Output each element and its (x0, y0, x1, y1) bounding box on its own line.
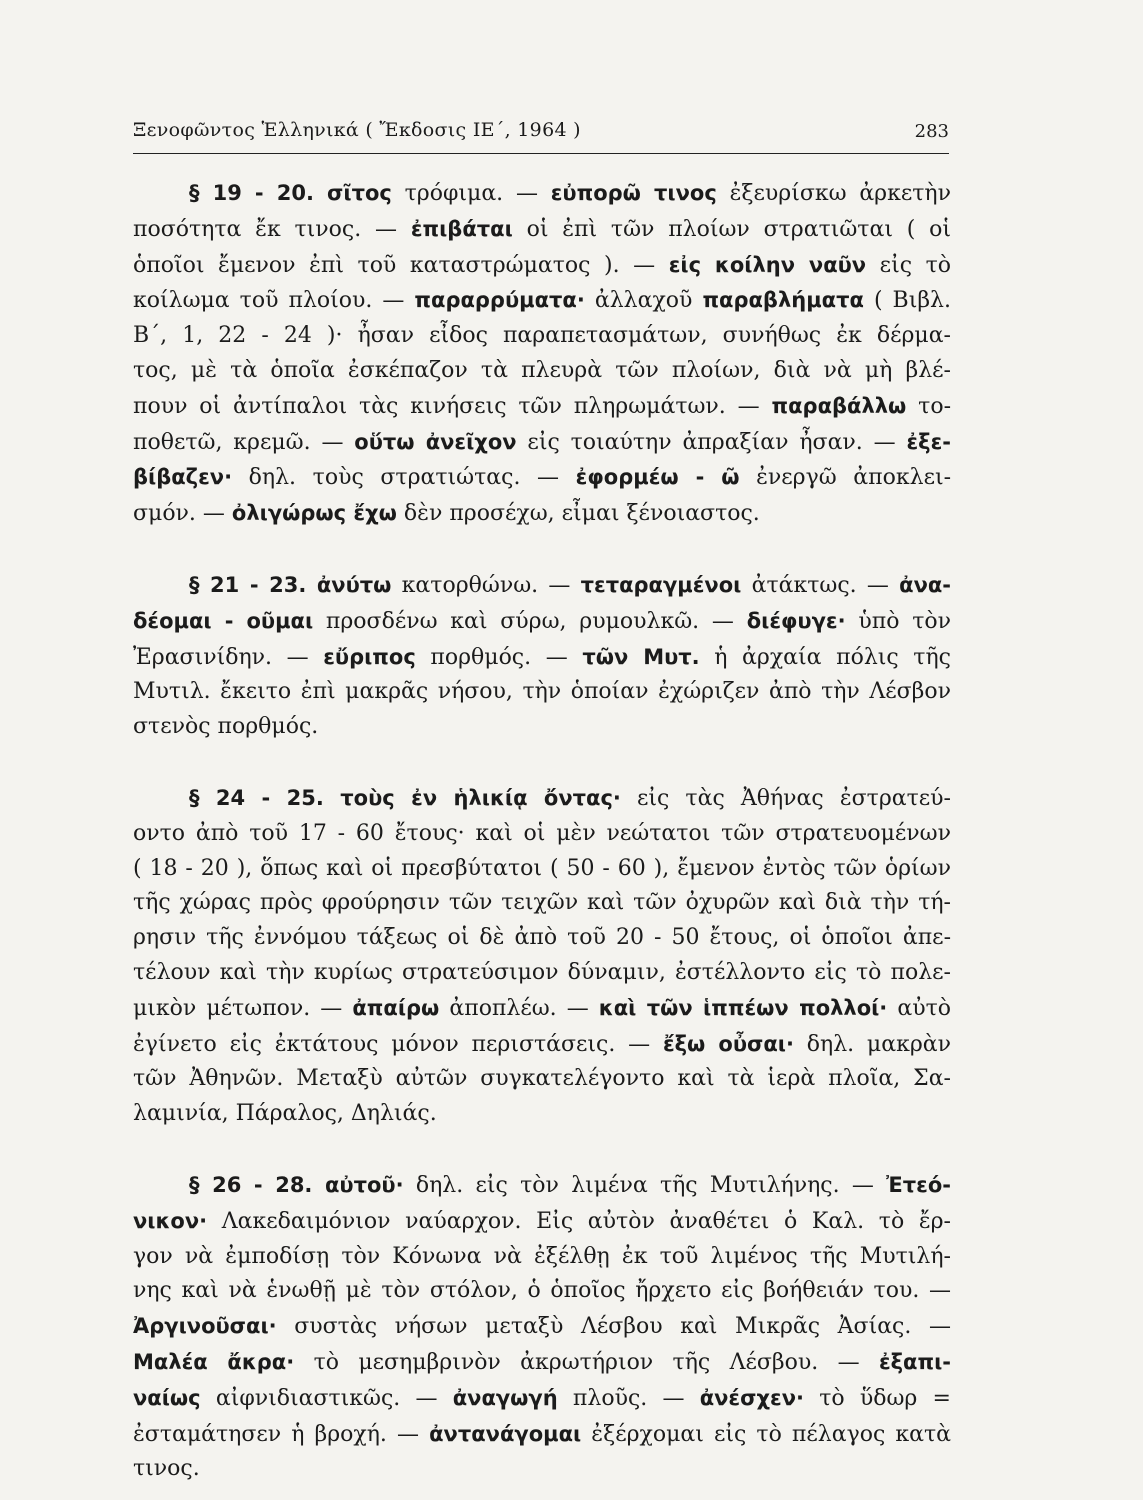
gloss-text: ἀλλαχοῦ (584, 288, 703, 314)
lemma: § 24 - 25. τοὺς ἐν ἡλικίᾳ ὄντας· (189, 785, 621, 810)
gloss-text: ( Βιβλ. (863, 288, 951, 314)
gloss-text: ὁποῖοι ἔμενον ἐπὶ τοῦ καταστρώματος ). — (133, 252, 669, 278)
text-line (133, 991, 951, 1027)
text-line (133, 921, 951, 956)
gloss-text: μικὸν μέτωπον. — (133, 995, 353, 1021)
gloss-text: τῆς χώρας πρὸς φρούρησιν τῶν τειχῶν καὶ τῶν ὀχυρῶν καὶ διὰ τὴν τή- (133, 890, 951, 916)
text-line (133, 675, 951, 710)
gloss-text: συστὰς νήσων μεταξὺ Λέσβου καὶ Μικρᾶς Ἀσίας. — (276, 1314, 951, 1340)
text-line (133, 1097, 951, 1132)
gloss-text: Ἐρασινίδην. — (133, 644, 324, 670)
gloss-text: τέλουν καὶ τὴν κυρίως στρατεύσιμον δύναμιν, ἐστέλλοντο εἰς τὸ πολε- (133, 959, 951, 985)
lemma: ναίως (133, 1385, 201, 1410)
text-line (133, 1062, 951, 1097)
text-line (133, 817, 951, 852)
gloss-text: οἱ ἐπὶ τῶν πλοίων στρατιῶται ( οἱ (512, 216, 951, 242)
lemma: παραβάλλω (771, 393, 907, 418)
paragraph (133, 176, 951, 532)
lemma: διέφυγε· (746, 608, 846, 633)
lemma: ἐπιβάται (410, 216, 513, 241)
text-line (133, 460, 951, 496)
text-line (133, 1168, 951, 1204)
text-line (133, 1345, 951, 1381)
gloss-text: τινος. (133, 1456, 200, 1482)
text-line (133, 212, 951, 248)
lemma: ἐξαπι- (878, 1349, 951, 1374)
gloss-text: γον νὰ ἐμποδίσῃ τὸν Κόνωνα νὰ ἐξέλθῃ ἐκ τοῦ λιμένος τῆς Μυτιλή- (133, 1243, 951, 1269)
gloss-text: Λακεδαιμόνιον ναύαρχον. Εἰς αὐτὸν ἀναθέτει ὁ Καλ. τὸ ἔρ- (207, 1208, 951, 1234)
lemma: ἔξω οὖσαι· (662, 1031, 794, 1056)
gloss-text: κατορθώνω. — (391, 572, 581, 598)
gloss-text: τὸ ὕδωρ = (804, 1385, 951, 1411)
lemma: ἀντανάγομαι (429, 1421, 582, 1446)
text-line (133, 248, 951, 284)
lemma: βίβαζεν· (133, 465, 233, 490)
text-line (133, 710, 951, 745)
gloss-text: πουν οἱ ἀντίπαλοι τὰς κινήσεις τῶν πληρωμάτων. — (133, 393, 772, 419)
gloss-text: ἐξέρχομαι εἰς τὸ πέλαγος κατὰ (581, 1421, 952, 1447)
lemma: παραρρύματα· (414, 288, 585, 313)
lemma: ἀνα- (899, 572, 952, 597)
lemma: ἀναγωγή (452, 1385, 558, 1410)
gloss-text: πλοῦς. — (557, 1385, 700, 1411)
gloss-text: δὲν προσέχω, εἶμαι ξένοιαστος. (396, 501, 760, 527)
header-title: Ξενοφῶντος Ἑλληνικά ( Ἔκδοσις ΙΕ΄, 1964 ) (133, 119, 581, 141)
gloss-text: ἡ ἀρχαία πόλις τῆς (699, 644, 951, 670)
page-number: 283 (914, 121, 949, 142)
gloss-text: ἀτάκτως. — (741, 572, 900, 598)
header-rule (133, 153, 949, 154)
text-line (133, 496, 951, 532)
lemma: τεταραγμένοι (580, 572, 742, 597)
text-line (133, 604, 951, 640)
gloss-text: αὐτὸ (887, 995, 952, 1021)
gloss-text: ἐσταμάτησεν ἡ βροχή. — (133, 1421, 430, 1447)
lemma: καὶ τῶν ἱππέων πολλοί· (598, 995, 888, 1020)
gloss-text: εἰς τοιαύτην ἀπραξίαν ἦσαν. — (516, 429, 907, 455)
paragraph (133, 1168, 951, 1487)
lemma: νικον· (133, 1208, 208, 1233)
lemma: Ἀργινοῦσαι· (133, 1314, 277, 1339)
gloss-text: λαμινία, Πάραλος, Δηλιάς. (133, 1101, 437, 1127)
lemma: ὀλιγώρως ἔχω (231, 501, 397, 526)
text-line (133, 389, 951, 425)
gloss-text: τῶν Ἀθηνῶν. Μεταξὺ αὐτῶν συγκατελέγοντο καὶ τὰ ἱερὰ πλοῖα, Σα- (133, 1066, 951, 1092)
text-line (133, 852, 951, 887)
lemma: εἰς κοίλην ναῦν (668, 252, 867, 277)
gloss-text: τὸ μεσημβρινὸν ἀκρωτήριον τῆς Λέσβου. — (294, 1349, 879, 1375)
lemma: § 21 - 23. ἀνύτω (189, 572, 392, 597)
text-line (133, 1027, 951, 1063)
text-line (133, 781, 951, 817)
text-line (133, 1381, 951, 1417)
lemma: Μαλέα ἄκρα· (133, 1349, 295, 1374)
text-line (133, 1452, 951, 1487)
gloss-text: ( 18 - 20 ), ὅπως καὶ οἱ πρεσβύτατοι ( 50 - 60 ), ἔμενον ἐντὸς τῶν ὁρίων (133, 855, 951, 881)
text-line (133, 1274, 951, 1309)
text-line (133, 1204, 951, 1240)
gloss-text: προσδένω καὶ σύρω, ρυμουλκῶ. — (313, 608, 747, 634)
commentary-body (133, 176, 951, 1487)
gloss-text: ἐνεργῶ ἀποκλει- (739, 465, 952, 491)
text-line (133, 319, 951, 354)
text-line (133, 425, 951, 461)
lemma: δέομαι - οῦμαι (133, 608, 314, 633)
gloss-text: ποθετῶ, κρεμῶ. — (133, 429, 355, 455)
gloss-text: Β΄, 1, 22 - 24 )· ἦσαν εἶδος παραπετασμάτων, συνήθως ἐκ δέρμα- (133, 323, 951, 349)
text-line (133, 283, 951, 319)
gloss-text: σμόν. — (133, 501, 232, 527)
text-line (133, 1417, 951, 1453)
gloss-text: ἀποπλέω. — (439, 995, 599, 1021)
lemma: § 19 - 20. σῖτος (189, 181, 392, 205)
gloss-text: δηλ. μακρὰν (793, 1031, 951, 1057)
text-line (133, 568, 951, 604)
gloss-text: αἰφνιδιαστικῶς. — (200, 1385, 453, 1411)
text-line (133, 886, 951, 921)
paragraph (133, 781, 951, 1132)
gloss-text: ὑπὸ τὸν (845, 608, 951, 634)
gloss-text: Μυτιλ. ἔκειτο ἐπὶ μακρᾶς νήσου, τὴν ὁποίαν ἐχώριζεν ἀπὸ τὴν Λέσβον (133, 679, 951, 705)
gloss-text: νης καὶ νὰ ἑνωθῇ μὲ τὸν στόλον, ὁ ὁποῖος ἤρχετο εἰς βοήθειάν του. — (133, 1278, 951, 1304)
text-line (133, 1309, 951, 1345)
lemma: ἐφορμέω - ῶ (575, 465, 740, 490)
text-line (133, 1240, 951, 1275)
gloss-text: κοίλωμα τοῦ πλοίου. — (133, 288, 415, 314)
lemma: εὔριπος (323, 644, 416, 669)
lemma: Ἐτεό- (886, 1172, 951, 1197)
gloss-text: τρόφιμα. — (391, 181, 551, 206)
paragraph (133, 568, 951, 745)
lemma: § 26 - 28. αὐτοῦ· (189, 1172, 404, 1197)
lemma: ἀπαίρω (352, 995, 440, 1020)
lemma: παραβλήματα (702, 288, 864, 313)
lemma: οὕτω ἀνεῖχον (354, 429, 517, 454)
gloss-text: το- (906, 393, 952, 419)
gloss-text: εἰς τὸ (866, 252, 951, 278)
text-line (133, 640, 951, 676)
gloss-text: δηλ. εἰς τὸν λιμένα τῆς Μυτιλήνης. — (403, 1172, 887, 1198)
gloss-text: πορθμός. — (415, 644, 583, 670)
gloss-text: εἰς τὰς Ἀθήνας ἐστρατεύ- (620, 785, 951, 811)
gloss-text: ἐγίνετο εἰς ἐκτάτους μόνον περιστάσεις. — (133, 1031, 663, 1057)
text-line (133, 956, 951, 991)
gloss-text: ρησιν τῆς ἐννόμου τάξεως οἱ δὲ ἀπὸ τοῦ 20 - 50 ἔτους, οἱ ὁποῖοι ἀπε- (133, 925, 951, 951)
text-line (133, 354, 951, 389)
gloss-text: τος, μὲ τὰ ὁποῖα ἐσκέπαζον τὰ πλευρὰ τῶν πλοίων, διὰ νὰ μὴ βλέ- (133, 357, 951, 383)
gloss-text: στενὸς πορθμός. (133, 714, 319, 740)
lemma: εὐπορῶ τινος (550, 181, 717, 205)
lemma: τῶν Μυτ. (582, 644, 700, 669)
lemma: ἀνέσχεν· (699, 1385, 804, 1410)
text-line (133, 176, 951, 212)
gloss-text: ἐξευρίσκω ἀρκετὴν (716, 181, 951, 206)
lemma: ἐξε- (906, 429, 951, 454)
gloss-text: ποσότητα ἔκ τινος. — (133, 216, 411, 242)
gloss-text: οντο ἀπὸ τοῦ 17 - 60 ἔτους· καὶ οἱ μὲν νεώτατοι τῶν στρατευομένων (133, 820, 951, 846)
gloss-text: δηλ. τοὺς στρατιώτας. — (232, 465, 576, 491)
